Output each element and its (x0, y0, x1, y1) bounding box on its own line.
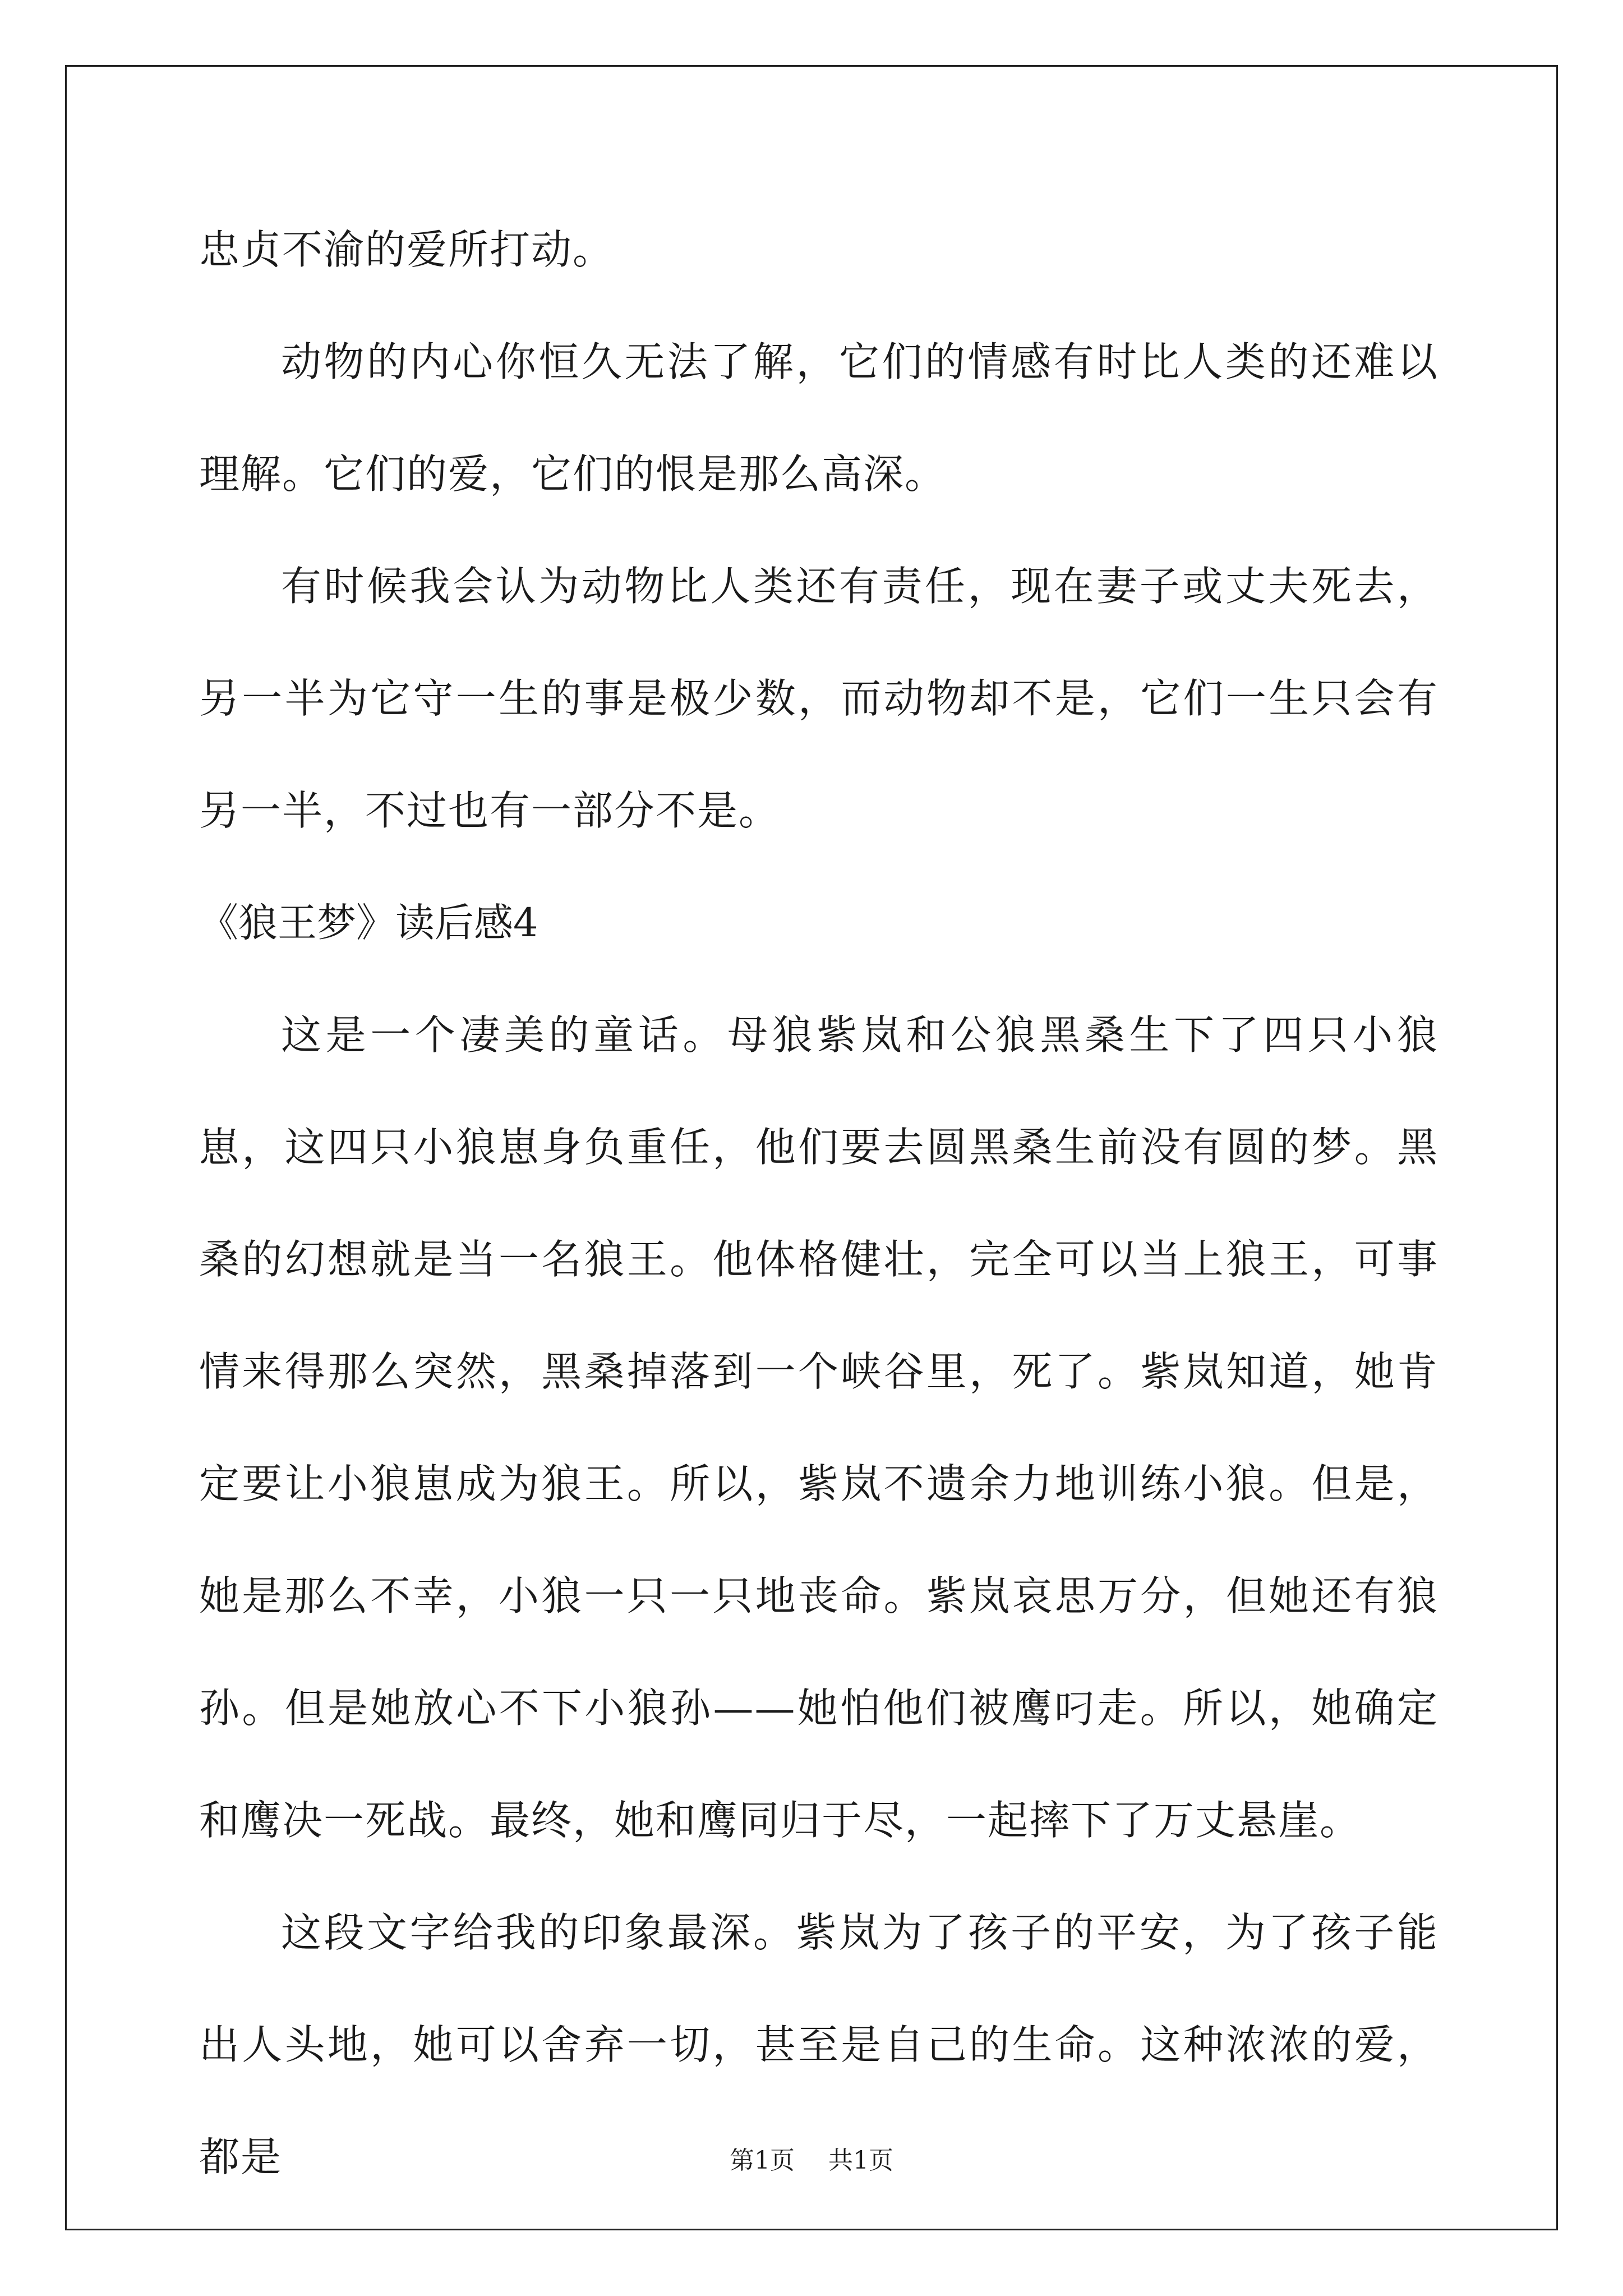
paragraph-story-summary: 这是一个凄美的童话。母狼紫岚和公狼黑桑生下了四只小狼崽，这四只小狼崽身负重任，他们要去圆黑桑生前没有圆的梦。黑桑的幻想就是当一名狼王。他体格健壮，完全可以当上狼王，可事情来得那么突然，黑桑掉落到一个峡谷里，死了。紫岚知道，她肯定要让小狼崽成为狼王。所以，紫岚不遗余力地训练小狼。但是，她是那么不幸，小狼一只一只地丧命。紫岚哀思万分，但她还有狼孙。但是她放心不下小狼孙——她怕他们被鹰叼走。所以，她确定和鹰决一死战。最终，她和鹰同归于尽，一起摔下了万丈悬崖。 (199, 1011, 1438, 1844)
document-body (199, 194, 1438, 2213)
paragraph-impression: 这段文字给我的印象最深。紫岚为了孩子的平安，为了孩子能出人头地，她可以舍弃一切，甚至是自己的生命。这种浓浓的爱，都是 (199, 1909, 1438, 2180)
paragraph-continuation: 忠贞不渝的爱所打动。 (199, 226, 615, 273)
section-title: 《狼王梦》读后感4 (199, 900, 538, 946)
page-footer (0, 2140, 1623, 2176)
page-number: 第1页 (730, 2146, 795, 2175)
paragraph-responsibility: 有时候我会认为动物比人类还有责任，现在妻子或丈夫死去，另一半为它守一生的事是极少数，而动物却不是，它们一生只会有另一半，不过也有一部分不是。 (199, 563, 1438, 834)
paragraph-animal-heart: 动物的内心你恒久无法了解，它们的情感有时比人类的还难以理解。它们的爱，它们的恨是那么高深。 (199, 338, 1438, 498)
page-total: 共1页 (828, 2146, 893, 2175)
